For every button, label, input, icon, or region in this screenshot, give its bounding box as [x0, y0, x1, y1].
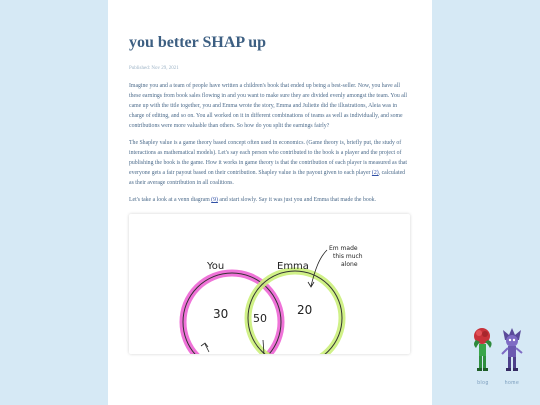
venn-arrowhead-you: [201, 343, 208, 347]
home-character-icon: [499, 326, 527, 378]
venn-label-emma: Emma: [277, 261, 309, 272]
post-date: Published: Nov 29, 2021: [129, 66, 179, 71]
venn-value-both: 50: [253, 312, 267, 325]
nav-home-link[interactable]: [497, 326, 527, 386]
paragraph-shapley: [129, 138, 411, 188]
venn-value-emma: 20: [297, 303, 313, 317]
paragraph-intro: Imagine you and a team of people have written a children's book that ended up being a best-seller. Now, you have all these earnings from book sales flowing in and you want to make sure they are divided evenly amongst the team. You all came up with the title together, you and Emma wrote the story, Emma and Juliette did the illustrations, Aleia was in charge of editing, and so on. You all worked on it in different combinations of teams as well as individually, and some contributions were more valuable than others. So how do you split the earnings fairly?: [129, 83, 408, 129]
reference-link-2[interactable]: (2): [371, 170, 379, 176]
post-title: you better SHAP up: [129, 34, 267, 51]
paragraph-venn-intro: [129, 195, 411, 205]
nav-blog-label: blog: [477, 380, 489, 386]
nav-home-label: home: [504, 380, 520, 386]
nav-blog-link[interactable]: [468, 326, 498, 386]
venn-annotation-line3: alone: [341, 261, 358, 268]
reference-link-9[interactable]: (9): [211, 197, 218, 203]
venn-diagram-figure: [129, 214, 410, 354]
paragraph-shapley-text: The Shapley value is a game theory based concept often used in economics. (Game theory is, briefly put, the study of interactions as mathematical models). Let's say each person who contributed to the book is a player and the project of publishing the book is the game. How it works in game theory is that the contribution of each player is measured as that everyone gets a fair payout based on their contribution. Shapley value is the payout given to each player: [129, 140, 408, 176]
venn-annotation-line1: Em made: [329, 245, 358, 252]
paragraph-shapley-text-end: , calculated as their average contribution in all coalitions.: [129, 170, 406, 186]
blog-character-icon: [470, 326, 498, 378]
venn-annotation-line2: this much: [333, 253, 363, 260]
paragraph-venn-text-end: and start slowly. Say it was just you and Emma that made the book.: [217, 197, 376, 203]
venn-value-you: 30: [213, 307, 229, 321]
paragraph-venn-text: Let's take a look at a venn diagram: [129, 197, 212, 203]
venn-label-you: You: [207, 261, 225, 272]
article: [108, 0, 432, 405]
venn-diagram: [129, 214, 410, 354]
